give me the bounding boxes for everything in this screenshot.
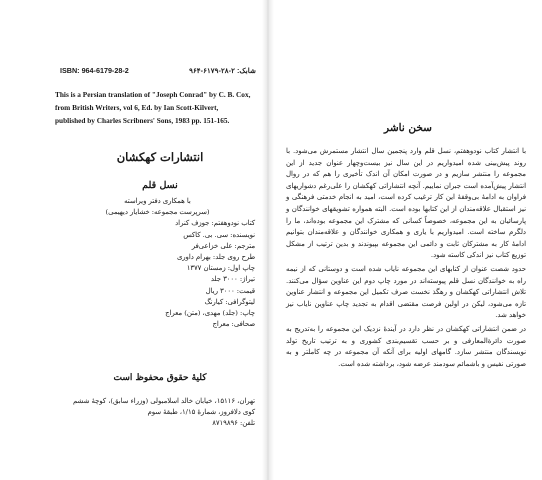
english-translation-note (55, 88, 260, 128)
credit-line: با همکاری دفتر ویراسته (124, 197, 191, 205)
copyright-page (0, 0, 262, 480)
publisher-name: انتشارات کهکشان (116, 150, 204, 164)
credit-line: صحافی: معراج (212, 320, 255, 329)
rights-notice: کلیهٔ حقوق محفوظ است (113, 373, 207, 383)
english-note-line: published by Charles Scribners' Sons, 1983 pp. 151-165. (55, 116, 230, 126)
address-line: تهران، ۱۵۱۱۶، خیابان خالد اسلامبولی (وزراء سابق)، کوچهٔ ششم (73, 397, 255, 405)
credit-line: مترجم: علی خزاعی‌فر (191, 241, 255, 250)
credits-list (60, 196, 255, 330)
credit-line: نویسنده: سی. بی. کاکس (183, 230, 255, 239)
isbn-persian: شابک: ۲-۲۸-۶۱۷۹-۹۶۴ (189, 66, 256, 75)
foreword-title: سخن ناشر (384, 122, 432, 134)
address-line: تلفن: ۸۷۱۹۸۹۶ (212, 419, 255, 428)
credit-line: چاپ اول: زمستان ۱۳۷۷ (186, 264, 255, 273)
foreword-paragraph: با انتشار کتاب نودوهفتم، نسل قلم وارد پنجمین سال انتشار مستمرش می‌شود. با روند پیش‌بینی شده امیدواریم در این سال نیز بیست‌وچهار عنوان جدید از این مجموعه را منتشر سازیم و در صورت امکان آن اندک تأخیری را هم که در روال انتشار پیش‌آمده است جبران نماییم. آنچه انتشاراتی کهکشان را علی‌رغم دشواریهای فراوان به ادامهٔ بی‌وقفهٔ این کار ترغیب کرده است، امید به انجام خدمتی فرهنگی و نیز استقبال علاقه‌مندان از این کتابها بوده است. البته همواره تشویقهای خوانندگان و پارسائیان به این مجموعه، خصوصاً کسانی که مشترک این مجموعه بوده‌اند، ما را دلگرم ساخته است. امیدواریم با یاری و همکاری خوانندگان و علاقه‌مندان بتوانیم ادامهٔ کار به مشترکان ثابت و دائمی این مجموعه بپیوندند و بدین ترتیب از مشکل توزیع کتاب نیز اندکی کاسته شود. (286, 147, 526, 260)
isbn-english: ISBN: 964-6179-28-2 (60, 66, 129, 75)
credit-line: تیراژ: ۳۰۰۰ جلد (210, 275, 255, 284)
credit-line: طرح روی جلد: بهرام داوری (176, 253, 255, 262)
isbn-line (60, 66, 256, 75)
book-gutter (262, 0, 274, 480)
foreword-paragraph: حدود شصت عنوان از کتابهای این مجموعه نایاب شده است و دوستانی که از نیمه راه به خوانندگان نسل قلم پیوسته‌اند در مورد چاپ دوم این عناوین سؤال می‌کنند. تلاش انتشاراتی کهکشان و رهگذ نخست صرف تکمیل این مجموعه و انتشار عناوین تازه می‌شود، لیکن در اولین فرصت مقتضی اقدام به تجدید چاپ عناوین نایاب نیز خواهد شد. (286, 264, 526, 320)
series-title: نسل قلم (142, 180, 178, 191)
foreword-paragraph: در ضمن انتشاراتی کهکشان در نظر دارد در آیندهٔ نزدیک این مجموعه را به‌تدریج به صورت دائرةالمعارفی و بر حسب تقسیم‌بندی کشوری و به ترتیب تاریخ تولد نویسندگان منتشر سازد. گامهای اولیه برای آنکه آن مجموعه در چه کاملتر و به صورتی نفیس و باشمائم سودمند عرضه شود، برداشته شده است. (286, 324, 526, 368)
credit-line: قیمت: ۳۰۰۰ ریال (205, 286, 255, 295)
english-note-line: from British Writers, vol 6, Ed. by Ian Scott-Kilvert, (55, 103, 219, 113)
credit-line: لیتوگرافی: کیارنگ (204, 297, 255, 306)
english-note-line: This is a Persian translation of "Joseph Conrad" by C. B. Cox, (55, 90, 251, 99)
publisher-address (60, 396, 255, 430)
credit-line: کتاب نودوهفتم: جوزف کنراد (175, 219, 255, 228)
credit-line: (سرپرست مجموعه: خشایار دیهیمی) (105, 208, 210, 217)
address-line: کوی دلافروز، شمارهٔ ۱/۱۵، طبقهٔ سوم (147, 408, 255, 417)
credit-line: چاپ: (جلد) مهدی، (متن) معراج (165, 309, 255, 318)
foreword-body (286, 146, 526, 372)
